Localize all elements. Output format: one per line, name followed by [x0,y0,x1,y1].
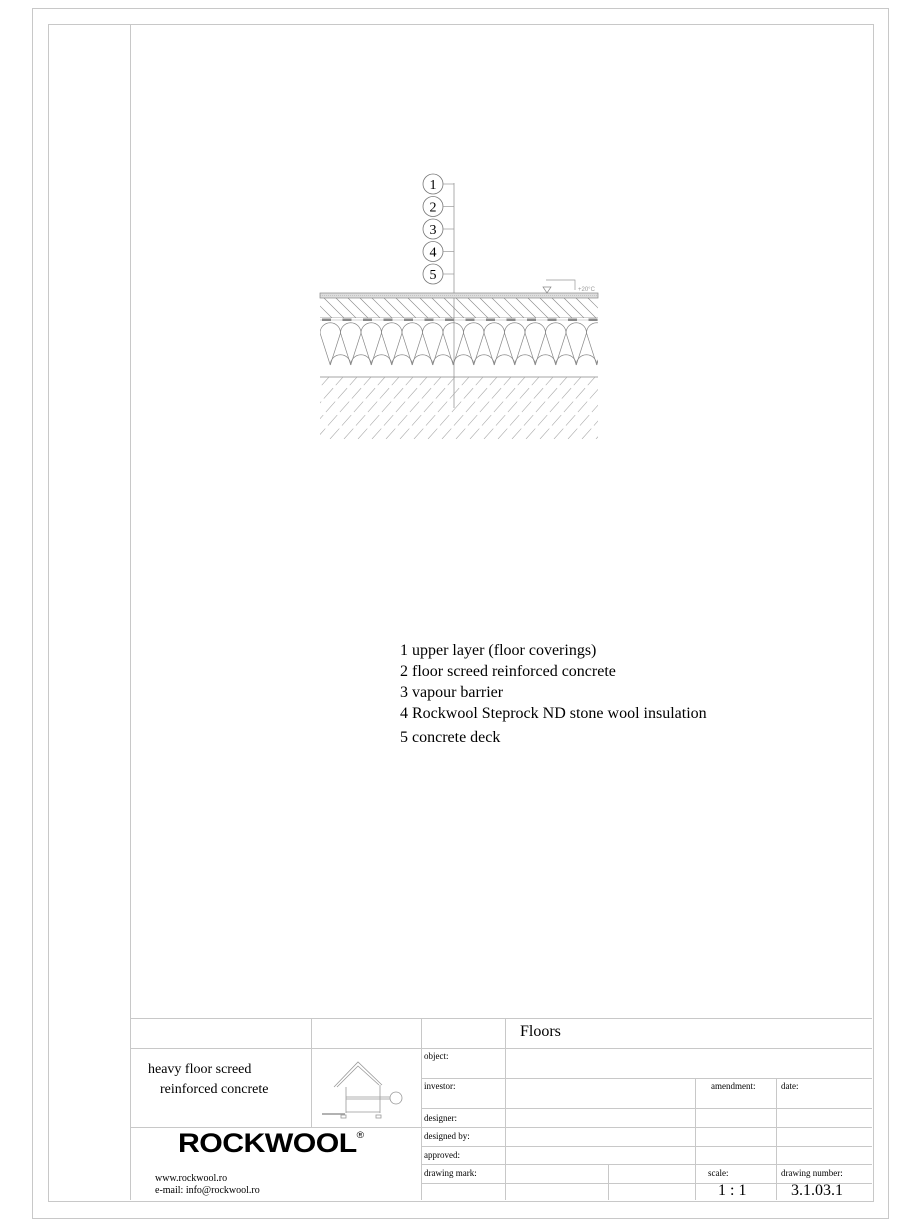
vapour-dash [384,319,393,322]
screed-hatch [300,298,632,318]
insulation-pattern [300,323,659,365]
screed-hatch-line [420,298,440,318]
concrete-hatch-line [400,377,455,439]
concrete-hatch-line [274,377,329,439]
insulation-loop-line [515,333,525,365]
screed-hatch-line [612,298,632,318]
insulation-loop-line [371,333,381,365]
marker-number: 5 [429,268,437,283]
rockwool-logo: ROCKWOOL® [178,1128,364,1158]
investor-label: investor: [424,1081,456,1091]
concrete-hatch-line [316,377,371,439]
insulation-loop-line [392,333,402,365]
scale-label: scale: [708,1168,729,1178]
marker-number: 2 [429,200,437,216]
concrete-hatch-line [386,377,441,439]
insulation-loop [607,323,658,365]
concrete-hatch-line [372,377,427,439]
approved-label: approved: [424,1150,460,1160]
concrete-hatch-line [610,377,665,439]
screed-hatch-line [468,298,488,318]
insulation-loop-line [556,333,566,365]
concrete-hatch-line [526,377,581,439]
insulation-loop-line [351,333,361,365]
drawing-mark-label: drawing mark: [424,1168,477,1178]
legend-item: 4 Rockwool Steprock ND stone wool insulation [400,705,707,722]
designed-by-label: designed by: [424,1131,470,1141]
screed-hatch-line [528,298,548,318]
screed-hatch-line [336,298,356,318]
vapour-dash [322,319,331,322]
description-line1: heavy floor screed [148,1062,252,1077]
concrete-hatch-line [498,377,553,439]
floor-section-detail [0,0,920,460]
marker-number: 3 [429,223,437,238]
insulation-loop-line [330,333,340,365]
insulation-loop-line [433,333,443,365]
legend-item: 3 vapour barrier [400,684,504,701]
concrete-hatch-line [540,377,595,439]
concrete-hatch-line [414,377,469,439]
insulation-loop-line [412,333,422,365]
concrete-hatch-line [624,377,679,439]
concrete-hatch-line [302,377,357,439]
screed-hatch-line [312,298,332,318]
vapour-dash [527,319,536,322]
legend-item: 1 upper layer (floor coverings) [400,642,597,659]
temperature-level-mark [543,280,575,293]
concrete-hatch-line [512,377,567,439]
screed-hatch-line [432,298,452,318]
marker-number: 4 [429,245,437,261]
drawing-number-value: 3.1.03.1 [791,1182,843,1199]
screed-hatch-line [564,298,584,318]
concrete-hatch-line [428,377,483,439]
screed-hatch-line [492,298,512,318]
screed-hatch-line [576,298,596,318]
vapour-dash [548,319,557,322]
drawing-title: Floors [520,1023,561,1040]
screed-hatch-line [372,298,392,318]
concrete-hatch-line [358,377,413,439]
screed-hatch-line [384,298,404,318]
concrete-hatch-line [456,377,511,439]
concrete-hatch-line [330,377,385,439]
marker-number: 1 [429,178,437,193]
layer-legend [400,640,707,748]
vapour-barrier [320,319,598,322]
concrete-hatch-line [554,377,609,439]
concrete-hatch-line [568,377,623,439]
insulation-loop [300,323,351,365]
vapour-dash [486,319,495,322]
screed-hatch-line [588,298,608,318]
screed-hatch-line [396,298,416,318]
drawing-number-label: drawing number: [781,1168,843,1178]
vapour-dash [404,319,413,322]
insulation-loop-line [453,333,463,365]
legend-item: 5 concrete deck [400,729,501,746]
concrete-hatch-line [288,377,343,439]
concrete-hatch-line [470,377,525,439]
vapour-dash [589,319,598,322]
concrete-hatch-line [582,377,637,439]
vapour-dash [425,319,434,322]
insulation-loop [320,323,371,365]
vapour-dash [445,319,454,322]
vapour-dash [507,319,516,322]
object-label: object: [424,1051,449,1061]
insulation-loop-line [494,333,504,365]
date-label: date: [781,1081,799,1091]
legend-item: 2 floor screed reinforced concrete [400,663,616,680]
house-section-icon [320,1055,410,1120]
screed-hatch-line [348,298,368,318]
designer-label: designer: [424,1113,457,1123]
scale-value: 1 : 1 [718,1182,747,1199]
concrete-hatch-line [638,377,693,439]
screed-hatch-line [408,298,428,318]
insulation-loop-line [474,333,484,365]
concrete-hatch-line [442,377,497,439]
screed-hatch-line [360,298,380,318]
screed-hatch-line [552,298,572,318]
amendment-label: amendment: [711,1081,756,1091]
insulation-loop-line [535,333,545,365]
concrete-hatch-line [260,377,315,439]
screed-hatch-line [540,298,560,318]
vapour-dash [343,319,352,322]
concrete-hatch-line [344,377,399,439]
vapour-dash [568,319,577,322]
screed-hatch-line [504,298,524,318]
screed-hatch-line [324,298,344,318]
concrete-hatch [260,377,693,439]
concrete-hatch-line [596,377,651,439]
insulation-loop-line [310,333,320,365]
insulation-loop-line [576,333,586,365]
description-line2: reinforced concrete [160,1082,269,1097]
temperature-label: +20°C [578,287,595,293]
floor-covering-layer [320,293,598,298]
screed-hatch-line [456,298,476,318]
insulation-loop-line [617,333,627,365]
insulation-loop-line [597,333,607,365]
vapour-dash [363,319,372,322]
screed-hatch-line [600,298,620,318]
screed-hatch-line [300,298,320,318]
screed-hatch-line [516,298,536,318]
website-link[interactable]: www.rockwool.ro [155,1173,228,1184]
vapour-dash [466,319,475,322]
email-link[interactable]: e-mail: info@rockwool.ro [155,1185,260,1196]
screed-hatch-line [480,298,500,318]
concrete-hatch-line [484,377,539,439]
